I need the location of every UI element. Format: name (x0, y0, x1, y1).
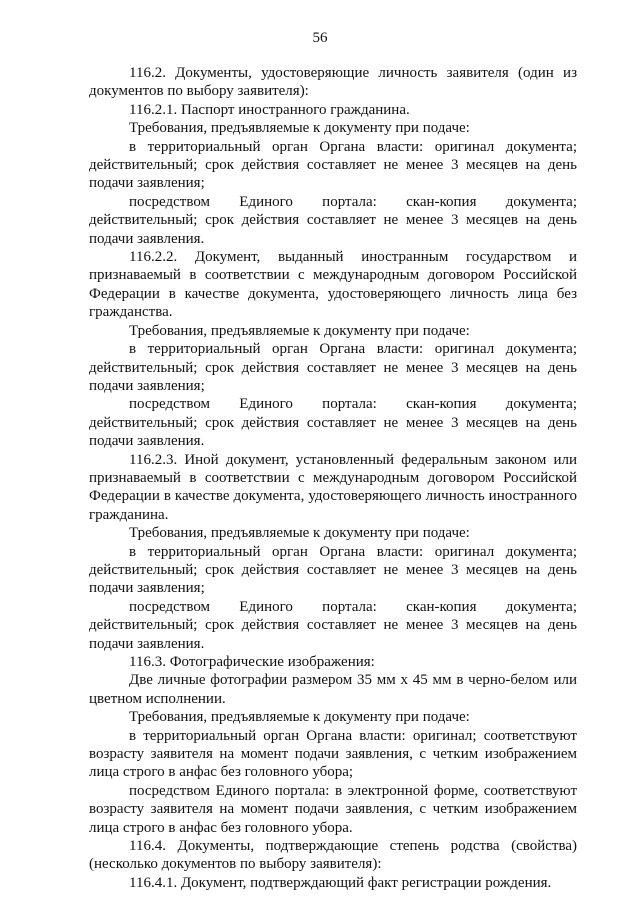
document-body (89, 64, 577, 892)
paragraph: посредством Единого портала: в электронной форме, соответствуют возрасту заявителя на момент подачи заявления, с четким изображением лица строго в анфас без головного убора. (89, 782, 577, 836)
paragraph: посредством Единого портала: скан-копия документа; действительный; срок действия составляет не менее 3 месяцев на день подачи заявления. (89, 598, 577, 652)
paragraph: посредством Единого портала: скан-копия документа; действительный; срок действия составляет не менее 3 месяцев на день подачи заявления. (89, 193, 577, 247)
paragraph: 116.4. Документы, подтверждающие степень родства (свойства) (несколько документов по выбору заявителя): (89, 838, 577, 873)
paragraph: 116.3. Фотографические изображения: (129, 654, 375, 670)
paragraph: в территориальный орган Органа власти: оригинал документа; действительный; срок действия составляет не менее 3 месяцев на день подачи заявления; (89, 341, 577, 394)
paragraph: 116.2. Документы, удостоверяющие личность заявителя (один из документов по выбору заявителя): (89, 65, 577, 100)
paragraph: Требования, предъявляемые к документу при подаче: (129, 322, 470, 339)
paragraph: в территориальный орган Органа власти: оригинал документа; действительный; срок действия составляет не менее 3 месяцев на день подачи заявления; (89, 543, 577, 597)
paragraph: Требования, предъявляемые к документу при подаче: (129, 120, 470, 137)
page-number: 56 (312, 30, 328, 46)
paragraph: Требования, предъявляемые к документу при подаче: (129, 525, 470, 542)
paragraph: 116.2.2. Документ, выданный иностранным государством и признаваемый в соответствии с международным договором Российской Федерации в качестве документа, удостоверяющего личность лица без гражданства. (89, 249, 577, 321)
paragraph: в территориальный орган Органа власти: оригинал; соответствуют возрасту заявителя на момент подачи заявления, с четким изображением лица строго в анфас без головного убора; (89, 727, 577, 781)
paragraph: Требования, предъявляемые к документу при подаче: (129, 709, 470, 726)
paragraph: посредством Единого портала: скан-копия документа; действительный; срок действия составляет не менее 3 месяцев на день подачи заявления. (89, 396, 577, 450)
paragraph: 116.2.1. Паспорт иностранного гражданина. (129, 101, 410, 118)
paragraph: 116.4.1. Документ, подтверждающий факт регистрации рождения. (129, 874, 552, 891)
paragraph: в территориальный орган Органа власти: оригинал документа; действительный; срок действия составляет не менее 3 месяцев на день подачи заявления; (89, 138, 577, 192)
paragraph: 116.2.3. Иной документ, установленный федеральным законом или признаваемый в соответствии с международным договором Российской Федерации в качестве документа, удостоверяющего личность иностранного гражданина. (89, 451, 577, 523)
paragraph: Две личные фотографии размером 35 мм х 45 мм в черно-белом или цветном исполнении. (89, 672, 577, 707)
